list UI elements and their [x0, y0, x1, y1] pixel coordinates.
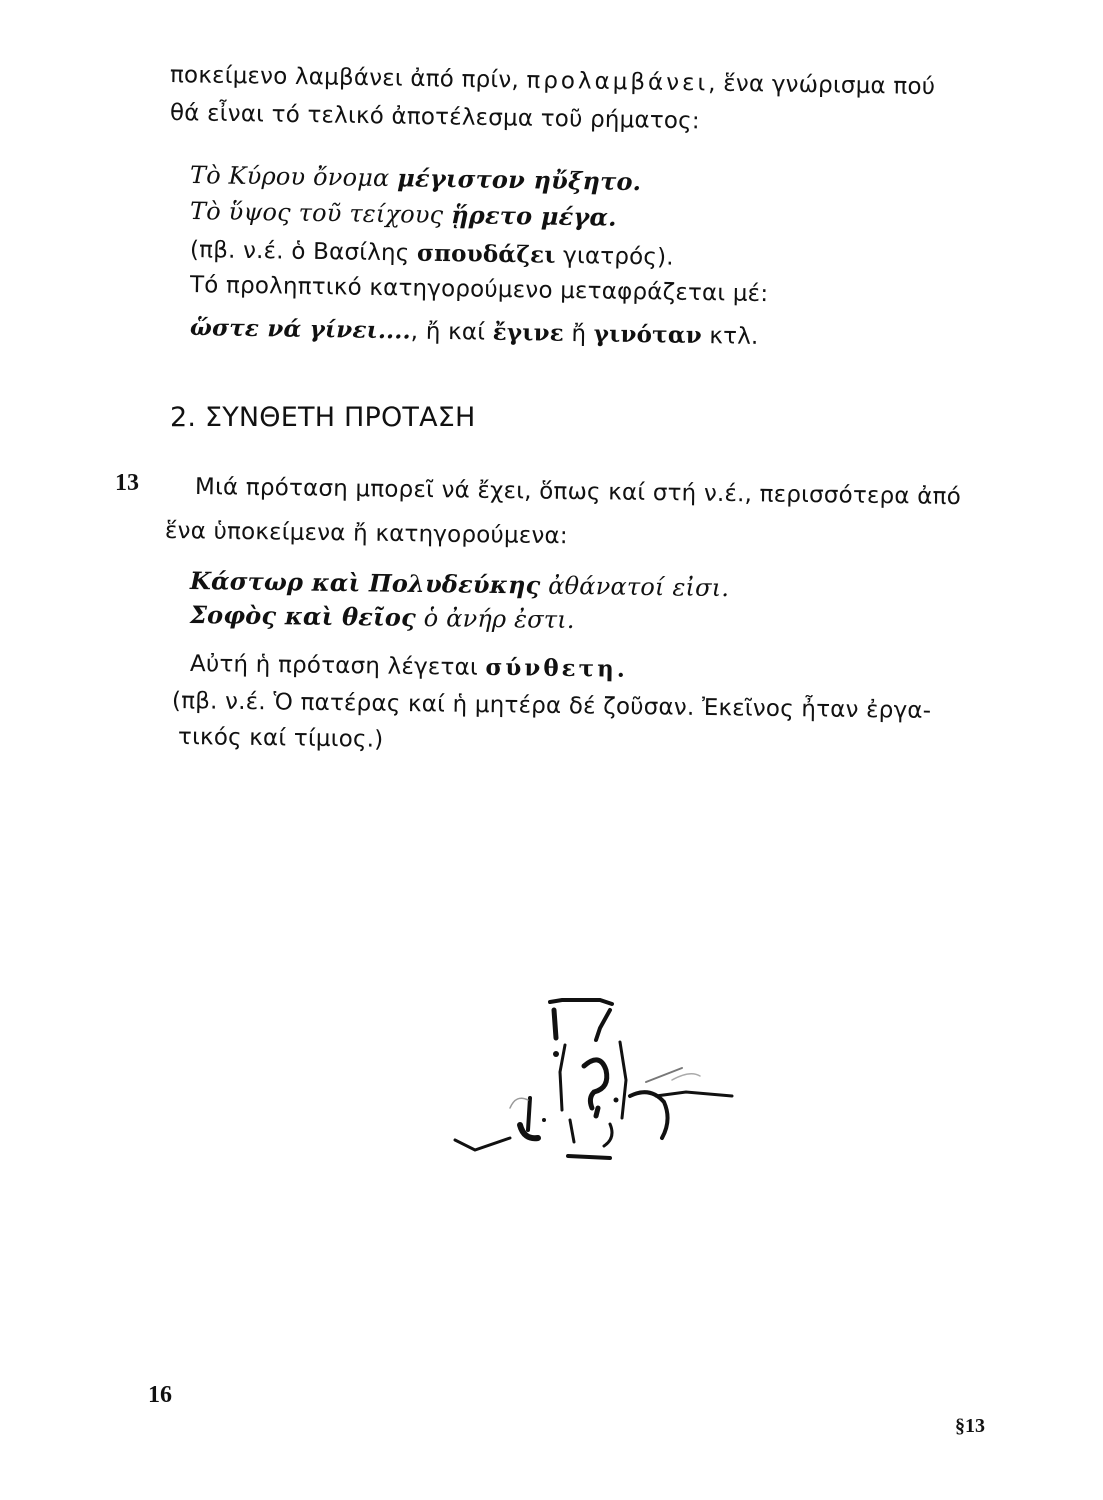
example-text: Τὸ Κύρου ὄνομα	[189, 161, 398, 193]
example-line-4: Τό προληπτικό κατηγορούμενο μεταφράζεται μέ:	[189, 272, 769, 308]
example-bold: σπουδάζει	[416, 239, 556, 269]
para13-line-1: Μιά πρόταση μπορεῖ νά ἔχει, ὅπως καί στή ν.έ., περισσότερα ἀπό	[194, 474, 962, 511]
para13-line-2: ἕνα ὑποκείμενα ἤ κατηγορούμενα:	[164, 518, 568, 550]
intro-line-2: θά εἶναι τό τελικό ἀποτέλεσμα τοῦ ρήματος:	[169, 100, 701, 135]
para13-example-2	[190, 600, 575, 634]
para13-line-5: τικός καί τίμιος.)	[177, 724, 384, 753]
example-text: ἀθάνατοί εἰσι.	[540, 571, 730, 603]
para13-example-1	[190, 566, 730, 602]
example-bold: Σοφὸς καὶ θεῖος	[189, 600, 417, 632]
section-heading: 2. ΣΥΝΘΕΤΗ ΠΡΟΤΑΣΗ	[170, 402, 476, 433]
intro-text-end: , ἕνα γνώρισμα πού	[708, 70, 936, 101]
translation-text: κτλ.	[701, 323, 759, 350]
para13-text: Αὐτή ἡ πρόταση λέγεται	[189, 651, 486, 681]
example-text: ὁ ἀνήρ ἐστι.	[415, 603, 575, 635]
intro-line-1	[170, 62, 936, 100]
vase-sketch-illustration	[450, 990, 750, 1170]
intro-spaced-term: προλαμβάνει	[526, 67, 709, 97]
intro-text: ποκείμενο λαμβάνει ἀπό πρίν,	[169, 62, 527, 94]
example-line-2	[190, 196, 617, 232]
example-bold: Κάστωρ καὶ Πολυδεύκης	[189, 566, 541, 600]
page-number: 16	[148, 1382, 172, 1408]
example-text: Τὸ ὕψος τοῦ τείχους	[189, 197, 452, 230]
translation-text: ἤ	[563, 320, 594, 348]
para13-line-4: (πβ. ν.έ. Ὁ πατέρας καί ἡ μητέρα δέ ζοῦσαν. Ἐκεῖνος ἦταν ἐργα-	[171, 688, 932, 724]
translation-text: , ἤ καί	[410, 318, 493, 346]
example-bold: μέγιστον ηὔξητο.	[397, 163, 642, 197]
example-text-end: γιατρός).	[555, 242, 674, 271]
example-line-5	[190, 314, 759, 350]
example-text: (πβ. ν.έ. ὁ Βασίλης	[189, 237, 418, 267]
term-synthete: σύνθετη.	[485, 653, 628, 683]
example-bold: ᾕρετο μέγα.	[450, 200, 617, 232]
example-line-3	[190, 236, 674, 271]
section-reference: §13	[955, 1415, 985, 1437]
paragraph-number: 13	[115, 470, 139, 496]
translation-bold: ὥστε νά γίνει....	[189, 314, 411, 345]
example-line-1	[190, 160, 642, 196]
translation-bold: ἔγινε	[492, 318, 565, 347]
translation-bold: γινόταν	[593, 320, 703, 350]
para13-line-3	[190, 650, 628, 683]
